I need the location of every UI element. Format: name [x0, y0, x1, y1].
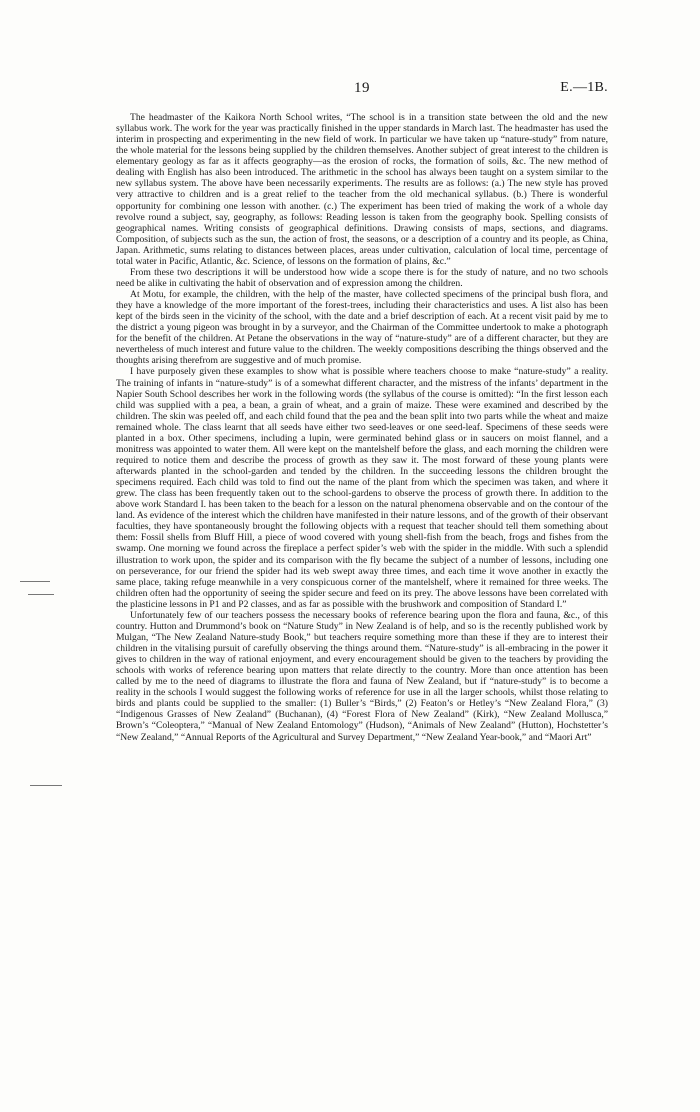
document-reference: E.—1B. — [560, 80, 608, 95]
page-header — [116, 80, 608, 100]
margin-mark — [20, 581, 50, 582]
paragraph-scope-of-nature-study: From these two descriptions it will be understood how wide a scope there is for the study of nature, and no two schools need be alike in cultivating the habit of observation and of expression among the children. — [116, 266, 608, 289]
paragraph-reference-books: Unfortunately few of our teachers possess the necessary books of reference bearing upon the flora and fauna, &c., of this country. Hutton and Drummond’s book on “Nature Study” in New Zealand is of help, and so is the recently published work by Mulgan, “The New Zealand Nature-study Book,” but teachers require something more than these if they are to interest their children in the vitalising pursuit of carefully observing the things around them. “Nature-study” is all-embracing in the power it gives to children in the way of rational enjoyment, and every encouragement should be given to the teachers by providing the schools with works of reference bearing upon matters that relate directly to the country. More than once attention has been called by me to the need of diagrams to illustrate the flora and fauna of New Zealand, but if “nature-study” is to become a reality in the schools I would suggest the following works of reference for use in all the larger schools, whilst those relating to birds and plants could be supplied to the smaller: (1) Buller’s “Birds,” (2) Featon’s or Hetley’s “New Zealand Flora,” (3) “Indigenous Grasses of New Zealand” (Buchanan), (4) “Forest Flora of New Zealand” (Kirk), “New Zealand Mollusca,” Brown’s “Coleoptera,” “Manual of New Zealand Entomology” (Hudson), “Animals of New Zealand” (Hutton), Hochstetter’s “New Zealand,” “Annual Reports of the Agricultural and Survey Department,” “New Zealand Year-book,” and “Maori Art” — [116, 609, 608, 743]
paragraph-infants-training: I have purposely given these examples to show what is possible where teachers choose to make “nature-study” a reality. The training of infants in “nature-study” is of a somewhat different character, and the mistress of the infants’ department in the Napier South School describes her work in the following words (the syllabus of the course is omitted): “In the first lesson each child was supplied with a pea, a bean, a grain of wheat, and a grain of maize. These were examined and described by the children. The skin was peeled off, and each child found that the pea and the bean split into two parts while the wheat and maize remained whole. The class learnt that all seeds have either two seed-leaves or one seed-leaf. Specimens of these seeds were planted in a box. Other specimens, including a lupin, were germinated behind glass or in saucers on moist flannel, and a monitress was appointed to water them. All were kept on the mantelshelf before the glass, and each morning the children were required to notice them and describe the process of growth as they saw it. The most forward of these young plants were afterwards planted in the school-garden and tended by the children. In the succeeding lessons the children brought the specimens required. Each child was told to find out the name of the plant from which the specimen was taken, and where it grew. The class has been frequently taken out to the school-gardens to observe the process of growth there. In addition to the above work Standard I. has been taken to the beach for a lesson on the natural phenomena observable and on the contour of the land. As evidence of the interest which the children have manifested in their nature lessons, and of the growth of their observant faculties, they have spontaneously brought the following objects with a request that teacher should tell them something about them: Fossil shells from Bluff Hill, a piece of wood covered with young shell-fish from the beach, frogs and fishes from the swamp. One morning we found across the fireplace a perfect spider’s web with the spider in the middle. With such a splendid illustration to work upon, the spider and its comparison with the fly became the subject of a number of lessons, including one on perseverance, for our friend the spider had its web swept away three times, and each time it wove another in exactly the same place, taking refuge meanwhile in a very conspicuous corner of the mantelshelf, where it remained for three weeks. The children often had the opportunity of seeing the spider secure and feed on its prey. The above lessons have been correlated with the plasticine lessons in P1 and P2 classes, and as far as possible with the brushwork and composition of Standard I.” — [116, 366, 608, 610]
body-text — [116, 112, 608, 743]
paragraph-motu-petane: At Motu, for example, the children, with the help of the master, have collected specimens of the principal bush flora, and they have a knowledge of the more important of the forest-trees, including their characteristics and uses. A list also has been kept of the birds seen in the vicinity of the school, with the date and a brief description of each. At a recent visit paid by me to the district a young pigeon was brought in by a surveyor, and the Chairman of the Committee undertook to make a photograph for the benefit of the children. At Petane the observations in the way of “nature-study” are of a different character, but they are nevertheless of much interest and future value to the children. The weekly compositions describing the things observed and the thoughts arising therefrom are suggestive and of much promise. — [116, 289, 608, 367]
paragraph-kaikora-report: The headmaster of the Kaikora North School writes, “The school is in a transition state between the old and the new syllabus work. The work for the year was practically finished in the upper standards in March last. The headmaster has used the interim in prospecting and experimenting in the new field of work. In particular we have taken up “nature-study” from nature, the whole material for the lessons being supplied by the children themselves. Another subject of great interest to the children is elementary geology as far as it affects geography—as the erosion of rocks, the formation of soils, &c. The new method of dealing with English has also been introduced. The arithmetic in the school has always been taught on a system similar to the new syllabus system. The above have been necessarily experiments. The results are as follows: (a.) The new style has proved very attractive to children and is a great relief to the teacher from the old mechanical syllabus. (b.) There is wonderful opportunity for combining one lesson with another. (c.) The experiment has been tried of making the work of a whole day revolve round a subject, say, geography, as follows: Reading lesson is taken from the geography book. Spelling consists of geographical names. Writing consists of geographical definitions. Drawing consists of maps, sections, and diagrams. Composition, of subjects such as the sun, the action of frost, the seasons, or a description of a country and its people, as China, Japan. Arithmetic, sums relating to distances between places, areas under cultivation, calculation of local time, percentage of total water in Pacific, Atlantic, &c. Science, of lessons on the formation of plains, &c.” — [116, 112, 608, 267]
margin-mark — [28, 594, 54, 595]
margin-mark — [30, 785, 62, 786]
page-number: 19 — [354, 80, 370, 96]
